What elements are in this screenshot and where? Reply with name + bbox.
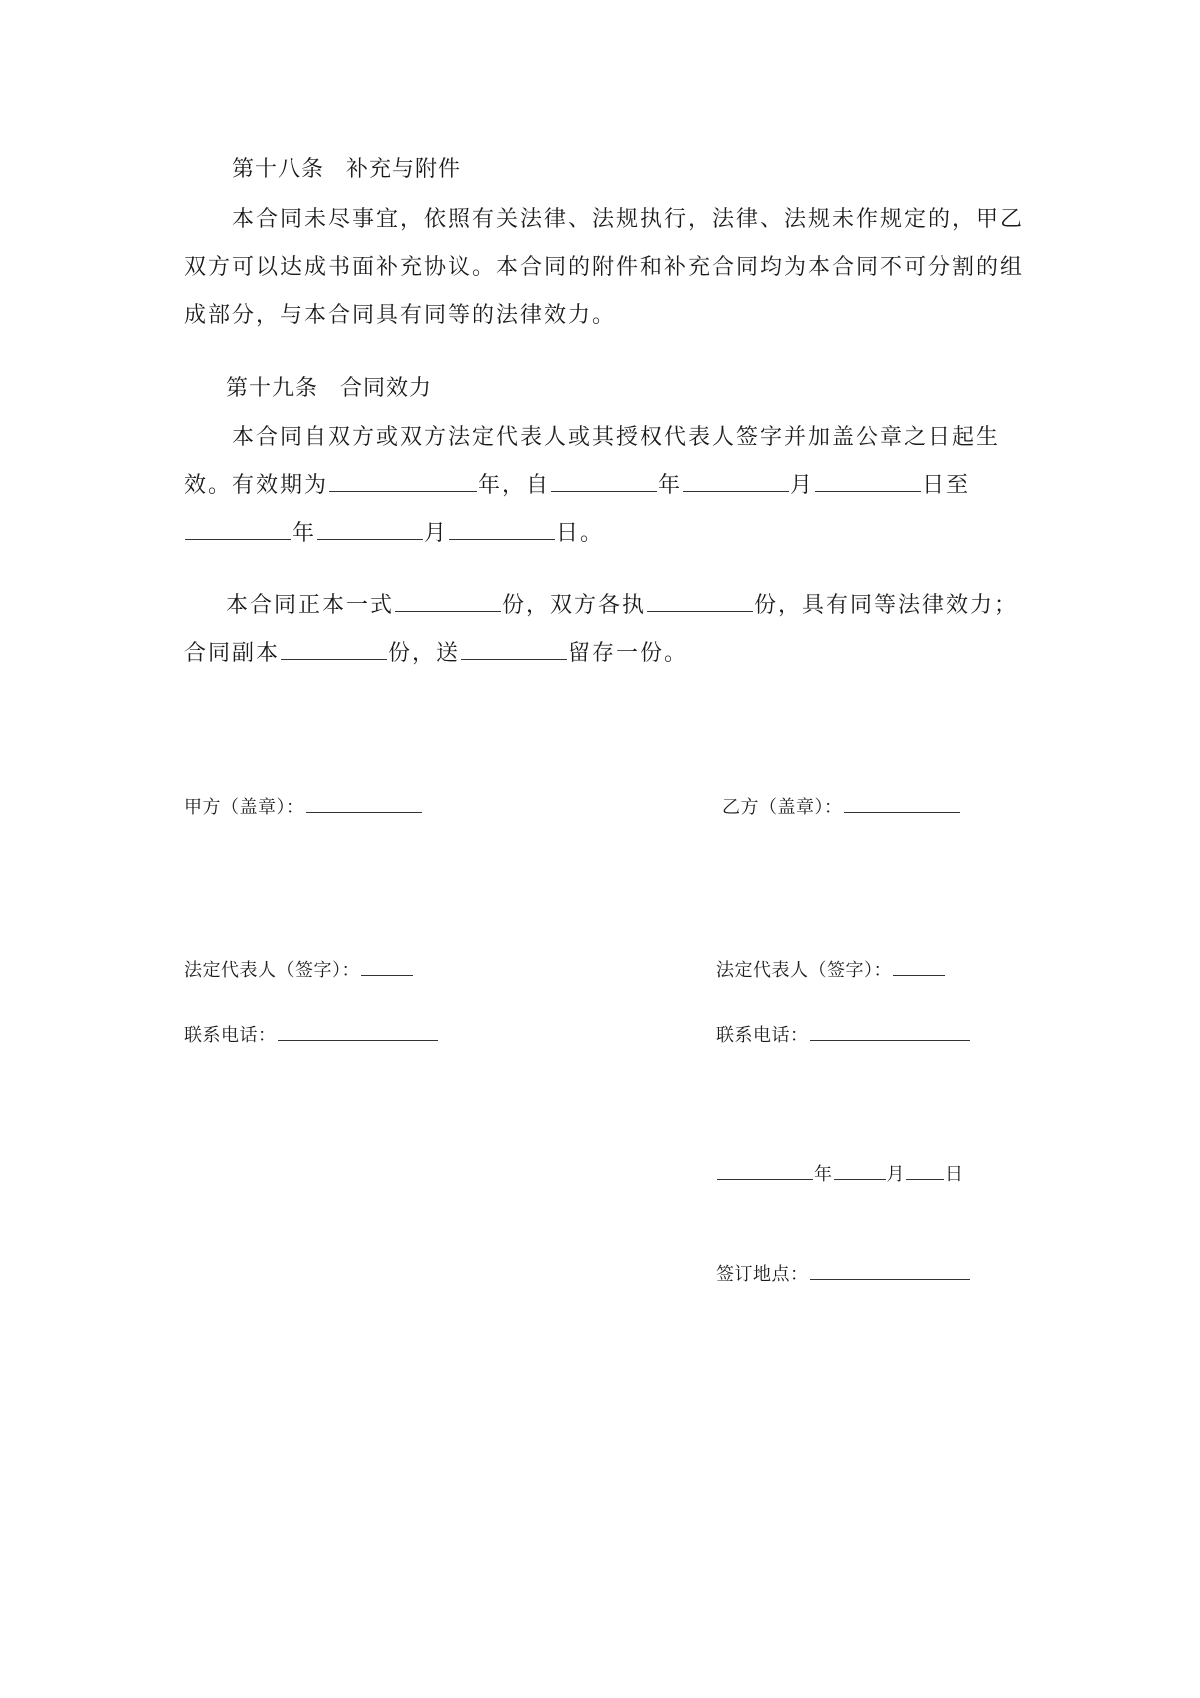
party-b-representative (716, 958, 946, 984)
article-18-title: 补充与附件 (346, 157, 462, 182)
retain-one-label: 留存一份。 (568, 641, 689, 666)
original-copies-blank[interactable] (395, 591, 501, 612)
article-19-line-2 (184, 462, 1024, 510)
party-b-seal-blank[interactable] (844, 796, 960, 813)
party-a-seal-label: 甲方（盖章）： (184, 797, 305, 818)
original-copies-label: 本合同正本一式 (226, 593, 395, 618)
start-day-blank[interactable] (815, 471, 921, 492)
signing-place-label: 签订地点： (716, 1264, 809, 1285)
start-year-blank[interactable] (551, 471, 657, 492)
sign-day-label: 日 (945, 1164, 964, 1185)
end-year-label: 年 (292, 521, 317, 546)
validity-years-blank[interactable] (329, 471, 477, 492)
party-a-phone-label: 联系电话： (184, 1025, 277, 1046)
validity-label: 效。有效期为 (184, 473, 329, 498)
party-b-seal-label: 乙方（盖章）： (722, 797, 843, 818)
article-18-line-3: 成部分，与本合同具有同等的法律效力。 (184, 303, 617, 328)
validity-from-label: 年，自 (478, 473, 551, 498)
copies-paragraph (184, 582, 1024, 678)
article-19-heading (226, 374, 432, 404)
end-year-blank[interactable] (185, 519, 291, 540)
article-18-number: 第十八条 (232, 157, 325, 182)
end-month-label: 月 (424, 521, 449, 546)
duplicate-copies-label: 合同副本 (184, 641, 281, 666)
each-party-label: 份，双方各执 (502, 593, 647, 618)
signing-place (716, 1262, 971, 1288)
article-19-line-3 (184, 510, 1024, 558)
start-day-label: 日至 (922, 473, 971, 498)
party-a-rep-label: 法定代表人（签字）： (184, 960, 360, 981)
party-b-phone (716, 1023, 971, 1049)
party-b-rep-blank[interactable] (893, 959, 945, 976)
party-b-phone-blank[interactable] (810, 1024, 970, 1041)
start-month-label: 月 (790, 473, 815, 498)
start-month-blank[interactable] (683, 471, 789, 492)
signing-place-blank[interactable] (810, 1263, 970, 1280)
party-a-phone (184, 1023, 439, 1049)
sign-month-blank[interactable] (834, 1163, 886, 1180)
sign-year-label: 年 (814, 1164, 833, 1185)
party-b-rep-label: 法定代表人（签字）： (716, 960, 892, 981)
sign-month-label: 月 (886, 1164, 905, 1185)
signing-date (716, 1162, 964, 1188)
article-18-heading (232, 155, 461, 185)
sign-day-blank[interactable] (906, 1163, 944, 1180)
sign-year-blank[interactable] (717, 1163, 813, 1180)
equal-effect-label: 份，具有同等法律效力； (754, 593, 1019, 618)
end-day-blank[interactable] (449, 519, 555, 540)
copies-line-2 (184, 630, 1024, 678)
start-year-label: 年 (658, 473, 683, 498)
party-b-seal (722, 795, 961, 821)
article-18-body (184, 196, 1024, 340)
article-19-body (184, 414, 1024, 558)
party-a-seal-blank[interactable] (306, 796, 422, 813)
article-19-number: 第十九条 (226, 376, 319, 401)
article-18-line-2: 双方可以达成书面补充协议。本合同的附件和补充合同均为本合同不可分割的组 (184, 255, 1025, 280)
party-a-phone-blank[interactable] (278, 1024, 438, 1041)
each-party-copies-blank[interactable] (647, 591, 753, 612)
party-a-rep-blank[interactable] (361, 959, 413, 976)
party-a-seal (184, 795, 423, 821)
duplicate-copies-blank[interactable] (281, 639, 387, 660)
end-month-blank[interactable] (317, 519, 423, 540)
article-19-title: 合同效力 (340, 376, 433, 401)
article-18-line-1: 本合同未尽事宜，依照有关法律、法规执行，法律、法规未作规定的，甲乙 (232, 207, 1025, 232)
send-to-label: 份，送 (388, 641, 461, 666)
party-b-phone-label: 联系电话： (716, 1025, 809, 1046)
end-day-label: 日。 (556, 521, 605, 546)
article-19-line-1: 本合同自双方或双方法定代表人或其授权代表人签字并加盖公章之日起生 (232, 425, 1001, 450)
copies-line-1 (184, 582, 1024, 630)
send-to-blank[interactable] (461, 639, 567, 660)
party-a-representative (184, 958, 414, 984)
